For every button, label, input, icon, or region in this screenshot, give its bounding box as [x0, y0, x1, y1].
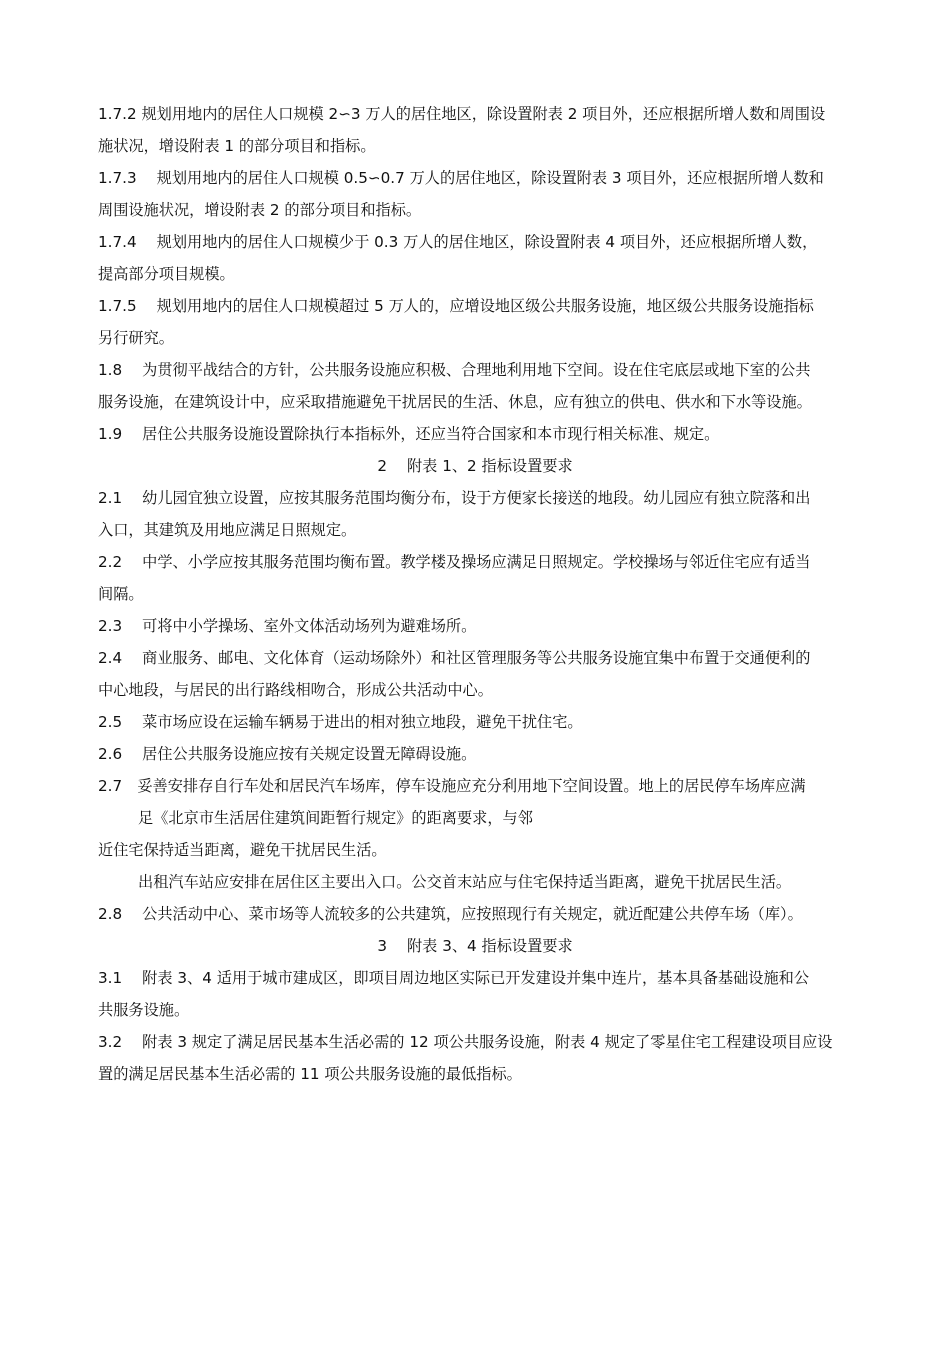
text-line-3-2: 3.2 附表 3 规定了满足居民基本生活必需的 12 项公共服务设施，附表 4 规定了零星住宅工程建设项目应设 [98, 1033, 833, 1051]
text-line-2-5: 2.5 菜市场应设在运输车辆易于进出的相对独立地段，避免干扰住宅。 [98, 713, 583, 731]
text-line-1-7-2: 1.7.2 规划用地内的居住人口规模 2∽3 万人的居住地区，除设置附表 2 项目外，还应根据所增人数和周围设 [98, 105, 826, 123]
text-line-1-9: 1.9 居住公共服务设施设置除执行本指标外，还应当符合国家和本市现行相关标准、规定。 [98, 425, 720, 443]
text-line-1-7-5-cont: 另行研究。 [98, 329, 174, 347]
text-line-3-1: 3.1 附表 3、4 适用于城市建成区，即项目周边地区实际已开发建设并集中连片，基本具备基础设施和公 [98, 969, 810, 987]
text-line-1-7-4: 1.7.4 规划用地内的居住人口规模少于 0.3 万人的居住地区，除设置附表 4 项目外，还应根据所增人数， [98, 233, 818, 251]
text-line-1-7-2-cont: 施状况，增设附表 1 的部分项目和指标。 [98, 137, 376, 155]
text-line-2-4: 2.4 商业服务、邮电、文化体育（运动场除外）和社区管理服务等公共服务设施宜集中布置于交通便利的 [98, 649, 811, 667]
text-line-1-7-3-cont: 周围设施状况，增设附表 2 的部分项目和指标。 [98, 201, 422, 219]
text-line-2-2-cont: 间隔。 [98, 585, 144, 603]
text-line-2-8: 2.8 公共活动中心、菜市场等人流较多的公共建筑，应按照现行有关规定，就近配建公共停车场（库）。 [98, 905, 803, 923]
text-line-2-1: 2.1 幼儿园宜独立设置，应按其服务范围均衡分布，设于方便家长接送的地段。幼儿园应有独立院落和出 [98, 489, 811, 507]
section-heading-2: 2 附表 1、2 指标设置要求 [377, 457, 573, 475]
text-line-3-2-cont: 置的满足居民基本生活必需的 11 项公共服务设施的最低指标。 [98, 1065, 522, 1083]
text-line-2-1-cont: 入口，其建筑及用地应满足日照规定。 [98, 521, 357, 539]
text-line-2-6: 2.6 居住公共服务设施应按有关规定设置无障碍设施。 [98, 745, 477, 763]
text-line-1-8: 1.8 为贯彻平战结合的方针，公共服务设施应积极、合理地利用地下空间。设在住宅底层或地下室的公共 [98, 361, 811, 379]
text-line-2-7-cont2: 近住宅保持适当距离，避免干扰居民生活。 [98, 841, 387, 859]
text-line-1-8-cont: 服务设施，在建筑设计中，应采取措施避免干扰居民的生活、休息，应有独立的供电、供水和下水等设施。 [98, 393, 812, 411]
text-line-1-7-4-cont: 提高部分项目规模。 [98, 265, 235, 283]
text-line-2-7-taxi: 出租汽车站应安排在居住区主要出入口。公交首末站应与住宅保持适当距离，避免干扰居民生活。 [138, 873, 792, 891]
text-line-1-7-5: 1.7.5 规划用地内的居住人口规模超过 5 万人的，应增设地区级公共服务设施，地区级公共服务设施指标 [98, 297, 814, 315]
text-line-1-7-3: 1.7.3 规划用地内的居住人口规模 0.5∽0.7 万人的居住地区，除设置附表 3 项目外，还应根据所增人数和 [98, 169, 824, 187]
section-heading-3: 3 附表 3、4 指标设置要求 [377, 937, 573, 955]
text-line-2-7: 2.7 妥善安排存自行车处和居民汽车场库，停车设施应充分利用地下空间设置。地上的居民停车场库应满 [98, 777, 806, 795]
text-line-2-2: 2.2 中学、小学应按其服务范围均衡布置。教学楼及操场应满足日照规定。学校操场与邻近住宅应有适当 [98, 553, 811, 571]
text-line-2-4-cont: 中心地段，与居民的出行路线相吻合，形成公共活动中心。 [98, 681, 493, 699]
text-line-2-3: 2.3 可将中小学操场、室外文体活动场列为避难场所。 [98, 617, 477, 635]
text-line-3-1-cont: 共服务设施。 [98, 1001, 190, 1019]
text-line-2-7-cont: 足《北京市生活居住建筑间距暂行规定》的距离要求，与邻 [138, 809, 533, 827]
